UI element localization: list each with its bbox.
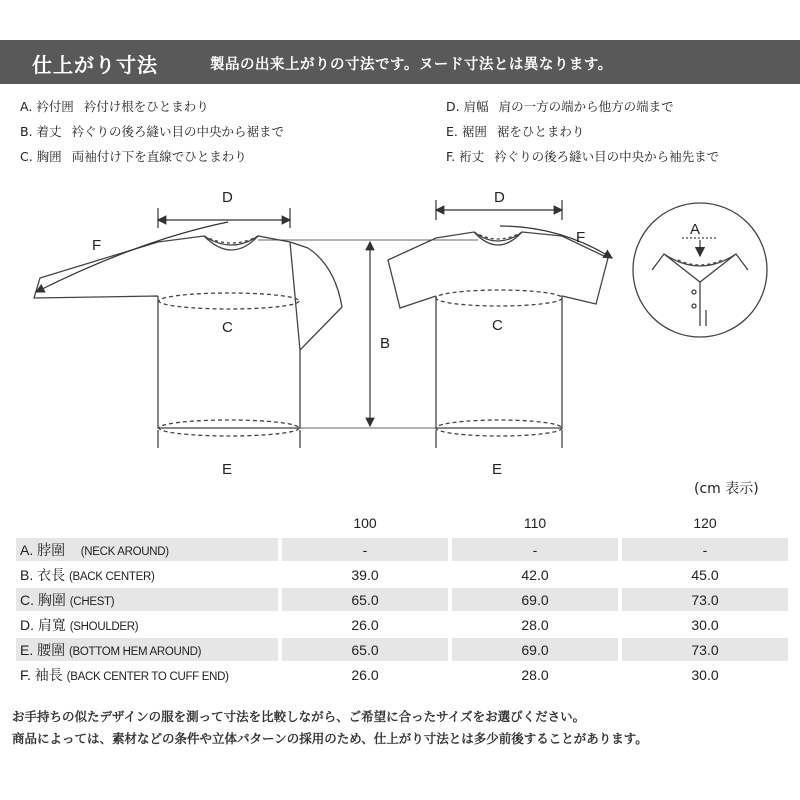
table-cell: 45.0 bbox=[691, 566, 719, 583]
legend-code: F. 裄丈 bbox=[446, 149, 485, 164]
row-label-en: (CHEST) bbox=[69, 595, 115, 608]
legend-item bbox=[20, 94, 284, 119]
legend-code: D. 肩幅 bbox=[446, 99, 489, 114]
column-header: 120 bbox=[693, 515, 717, 531]
footnote-line: 商品によっては、素材などの条件や立体パターンの採用のため、仕上がり寸法とは多少前後することがあります。 bbox=[12, 731, 648, 746]
table-cell: 42.0 bbox=[521, 566, 549, 583]
legend-code: C. 胸囲 bbox=[20, 149, 62, 164]
page-title: 仕上がり寸法 bbox=[32, 53, 158, 77]
row-label bbox=[16, 588, 278, 611]
label-b: B bbox=[380, 335, 391, 352]
row-label-jp: A. 脖圍 bbox=[20, 541, 66, 558]
legend-left bbox=[20, 94, 284, 169]
row-label-jp: B. 衣長 bbox=[20, 566, 66, 583]
table-row bbox=[16, 638, 788, 661]
diagram-labels bbox=[92, 189, 700, 478]
label-d-right: D bbox=[494, 189, 505, 206]
label-c-right: C bbox=[492, 317, 503, 334]
row-label-jp: D. 肩寬 bbox=[20, 616, 66, 633]
table-cell: 30.0 bbox=[691, 616, 719, 633]
table-cell: 26.0 bbox=[351, 666, 379, 683]
table-cell: 65.0 bbox=[282, 588, 448, 611]
legend-item bbox=[20, 119, 284, 144]
row-label bbox=[16, 663, 278, 686]
table-cell: 69.0 bbox=[452, 588, 618, 611]
column-header: 110 bbox=[523, 515, 547, 531]
label-d-left: D bbox=[222, 189, 233, 206]
garment-diagram bbox=[0, 180, 800, 480]
label-e-right: E bbox=[492, 461, 503, 478]
table-cell: 30.0 bbox=[691, 666, 719, 683]
legend-desc: 衿付け根をひとまわり bbox=[83, 99, 209, 114]
legend-item bbox=[20, 144, 284, 169]
legend-item bbox=[446, 119, 719, 144]
label-a: A bbox=[690, 221, 701, 238]
legend-desc: 裾をひとまわり bbox=[496, 124, 585, 139]
length-measure bbox=[258, 240, 478, 428]
row-label bbox=[16, 638, 278, 661]
size-table bbox=[12, 508, 792, 688]
row-label-jp: C. 胸圍 bbox=[20, 591, 66, 608]
legend-code: A. 衿付囲 bbox=[20, 99, 74, 114]
table-row bbox=[16, 663, 788, 686]
table-header-row bbox=[16, 510, 788, 536]
row-label bbox=[16, 563, 278, 586]
table-cell: - bbox=[622, 538, 788, 561]
table-row bbox=[16, 563, 788, 586]
legend-desc: 衿ぐりの後ろ縫い目の中央から袖先まで bbox=[494, 149, 720, 164]
row-label-jp: F. 袖長 bbox=[20, 666, 63, 683]
table-cell: 26.0 bbox=[351, 616, 379, 633]
row-label-en: (SHOULDER) bbox=[69, 620, 139, 633]
unit-note: (cm 表示) bbox=[694, 481, 759, 497]
table-cell: - bbox=[282, 538, 448, 561]
row-label bbox=[16, 613, 278, 636]
left-measure-lines bbox=[36, 208, 300, 448]
row-label-en: (BACK CENTER TO CUFF END) bbox=[66, 670, 229, 683]
legend-code: B. 着丈 bbox=[20, 124, 62, 139]
column-header: 100 bbox=[353, 515, 377, 531]
right-measure-lines bbox=[436, 200, 612, 448]
label-c-left: C bbox=[222, 319, 233, 336]
legend-item bbox=[446, 94, 719, 119]
table-cell: 65.0 bbox=[282, 638, 448, 661]
table-cell: 69.0 bbox=[452, 638, 618, 661]
footnote-line: お手持ちの似たデザインの服を測って寸法を比較しながら、ご希望に合ったサイズをお選びください。 bbox=[12, 709, 586, 724]
header-bar bbox=[0, 40, 800, 84]
table-row bbox=[16, 613, 788, 636]
row-label bbox=[16, 538, 278, 561]
table-cell: 73.0 bbox=[622, 588, 788, 611]
long-sleeve-shirt bbox=[34, 236, 342, 436]
table-cell: 73.0 bbox=[622, 638, 788, 661]
legend-item bbox=[446, 144, 719, 169]
legend-desc: 肩の一方の端から他方の端まで bbox=[498, 99, 674, 114]
table-row bbox=[16, 588, 788, 611]
table-cell: 28.0 bbox=[521, 616, 549, 633]
page-subtitle: 製品の出来上がりの寸法です。ヌード寸法とは異なります。 bbox=[210, 57, 613, 73]
label-f-left: F bbox=[92, 237, 102, 254]
row-label-en: (BACK CENTER) bbox=[69, 570, 155, 583]
short-sleeve-shirt bbox=[388, 232, 608, 436]
table-cell: 39.0 bbox=[351, 566, 379, 583]
table-cell: 28.0 bbox=[521, 666, 549, 683]
legend-right bbox=[446, 94, 719, 169]
table-row bbox=[16, 538, 788, 561]
legend-desc: 衿ぐりの後ろ縫い目の中央から裾まで bbox=[71, 124, 285, 139]
row-label-jp: E. 腰圍 bbox=[20, 641, 66, 658]
legend-code: E. 裾囲 bbox=[446, 124, 487, 139]
label-e-left: E bbox=[222, 461, 233, 478]
row-label-en: (BOTTOM HEM AROUND) bbox=[69, 645, 202, 658]
table-cell: - bbox=[452, 538, 618, 561]
footnotes bbox=[12, 706, 648, 750]
row-label-en: (NECK AROUND) bbox=[80, 545, 169, 558]
legend-desc: 両袖付け下を直線でひとまわり bbox=[71, 149, 247, 164]
label-f-right: F bbox=[576, 229, 586, 246]
